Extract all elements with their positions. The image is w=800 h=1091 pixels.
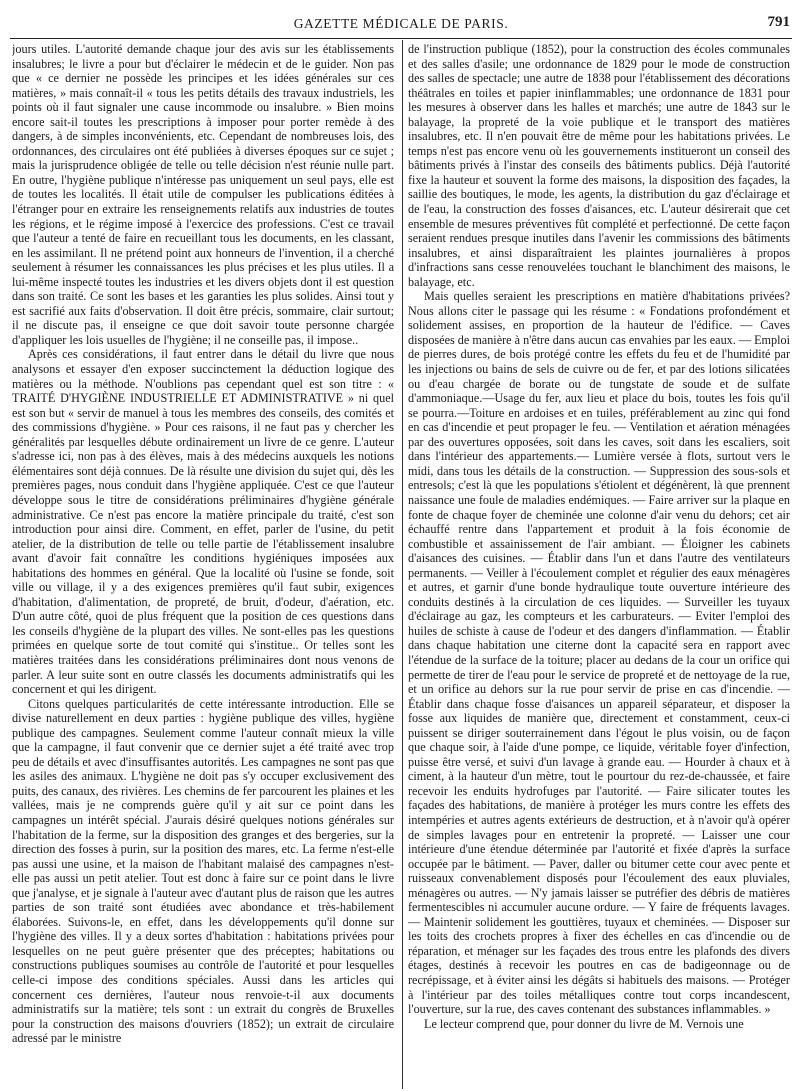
column-divider [402, 40, 403, 1089]
page-number: 791 [767, 14, 790, 30]
journal-title: GAZETTE MÉDICALE DE PARIS. [293, 16, 509, 31]
page-header [10, 10, 792, 36]
left-column [12, 42, 394, 1087]
paragraph: Le lecteur comprend que, pour donner du livre de M. Vernois une [424, 1016, 744, 1031]
paragraph: de l'instruction publique (1852), pour la construction des écoles communales et des salles d'asile; une ordonnance de 1829 pour le mode de construction des salles de spectacle; une autre de 1838 pour l'établissement des décorations théâtrales en toiles et papier ininflammables; une ordonnance de 1831 pour les mesures à observer dans les halles et marchés; une autre de 1843 sur le balayage, la propreté de la voie publique et le transport des matières insalubres, etc. Il n'en pouvait être de même pour les habitations privées. Le temps n'est pas encore venu où les gouvernements institueront un conseil des bâtiments privés à l'instar des conseils des bâtiments publics. Déjà l'autorité fixe la hauteur et souvent la forme des maisons, la disposition des façades, la saillie des boutiques, le mode, les agents, la distribution du gaz d'éclairage et de l'eau, la construction des fosses d'aisances, etc. L'auteur désirerait que cet ensemble de mesures préventives fût complété et perfectionné. De cette façon seraient rendues presque inutiles dans l'avenir les commissions des bâtiments insalubres, et ainsi disparaîtraient les plaintes journalières à propos d'infractions sans cesse renouvelées touchant le blanchiment des maisons, le balayage, etc. [408, 42, 790, 289]
journal-page [10, 0, 792, 1091]
right-column [408, 42, 790, 1087]
paragraph: Mais quelles seraient les prescriptions en matière d'habitations privées? Nous allons citer le passage qui les résume : « Fondations profondément et solidement assises, en proportion de la hauteur de l'édifice. — Caves disposées de manière à n'être dans aucun cas envahies par les eaux. — Emploi de pierres dures, de bois protégé contre les effets du feu et de l'humidité par les injections ou bains de sels de cuivre ou de fer, et par des lotions silicatées ou d'eau chargée de borate ou de tungstate de soude et de sulfate d'ammoniaque.—Usage du fer, aux lieu et place du bois, toutes les fois qu'il se pourra.—Toiture en ardoises et en tuiles, préférablement au zinc qui fond en cas d'incendie et peut propager le feu. — Ventilation et aération ménagées par des ouvertures opposées, soit dans les caves, soit dans les escaliers, soit dans l'intérieur des appartements.— Lumière versée à flots, surtout vers le midi, dans tous les détails de la construction. — Suppression des sous-sols et entresols; c'est là que les populations s'étiolent et dégénèrent, là que prennent naissance une foule de maladies endémiques. — Faire arriver sur la plaque en fonte de chaque foyer de cheminée une colonne d'air venu du dehors; cet air échauffé rentre dans l'appartement et produit à la fois économie de combustible et assainissement de l'air ambiant. — Éloigner les cabinets d'aisances des cuisines. — Établir dans l'un et dans l'autre des ventilateurs permanents. — Veiller à l'écoulement complet et régulier des eaux ménagères et autres, et garnir d'une bonde hydraulique toute ouverture intérieure des conduits destinés à la circulation de ces liquides. — Surveiller les tuyaux d'éclairage au gaz, les compteurs et les carburateurs. — Eviter l'emploi des huiles de schiste à cause de l'odeur et des dangers d'inflammation. — Établir dans chaque habitation une citerne dont la capacité sera en rapport avec l'étendue de la surface de la toiture; placer au dedans de la cour un orifice qui permette de tirer de l'eau pour le service de propreté et de nettoyage de la rue, et un orifice au dehors sur la rue pour servir de prise en cas d'incendie. — Établir dans chaque fosse d'aisances un appareil séparateur, et disposer la fosse aux liquides de manière que, directement et constamment, ceux-ci puissent se diriger souterrainement dans l'égout le plus voisin, ou de façon que chaque soir, à l'aide d'une pompe, ce liquide, véritable foyer d'infection, puisse être versé, et suivi d'un lavage à grande eau. — Hourder à chaux et à ciment, à la hauteur d'un mètre, tout le pourtour du rez-de-chaussée, et faire recevoir les enduits hydrofuges par l'autorité. — Faire silicater toutes les façades des habitations, de manière à protéger les murs contre les effets des intempéries et autres agents extérieurs de destruction, et à n'avoir qu'à opérer de simples lavages pour en entretenir la propreté. — Laisser une cour intérieure d'une étendue déterminée par l'autorité et fixée d'après la surface occupée par le bâtiment. — Paver, daller ou bitumer cette cour avec pente et ruisseaux convenablement disposés pour l'écoulement des eaux pluviales, ménagères ou autres. — N'y jamais laisser se putréfier des débris de matières fermentescibles ni accumuler aucune ordure. — Y faire de fréquents lavages. — Maintenir solidement les gouttières, tuyaux et cheminées. — Disposer sur les toits des crochets propres à fixer des échelles en cas d'incendie ou de réparation, et ménager sur les façades des trous entre les plafonds des divers étages, destinés à recevoir les poutres en cas de badigeonnage ou de recrépissage, et à éviter ainsi les dégâts si habituels des maisons. — Protéger à l'intérieur par des toiles métalliques contre tout corps incandescent, l'ouverture, sur la rue, des caves contenant des substances inflammables. » [408, 289, 790, 1017]
paragraph: Citons quelques particularités de cette intéressante introduction. Elle se divise naturellement en deux parties : hygiène publique des villes, hygiène publique des campagnes. Seulement comme l'auteur connaît mieux la ville que la campagne, il faut convenir que ce dernier sujet a été traité avec trop peu de détails et avec d'insuffisantes autorités. Les campagnes ne sont pas que les asiles des animaux. L'hygiène ne doit pas s'y occuper exclusivement des puits, des canaux, des rivières. Les chemins de fer parcourent les plaines et les vallées, mais je ne comprends guère qu'il y ait sur ce point dans les campagnes un intérêt spécial. J'aurais désiré quelques notions générales sur l'habitation de la ferme, sur la disposition des granges et des bergeries, sur la direction des fosses à purin, sur la position des mares, etc. La ferme n'est-elle pas aussi une usine, et la maison de l'habitant malaisé des campagnes n'est-elle pas aussi un petit atelier. Tout est donc à faire sur ce point dans le livre que j'analyse, et je signale à l'auteur avec d'autant plus de raison que les autres parties de son traité sont étudiées avec abondance et très-habilement élaborées. Suivons-le, en effet, dans les développements qu'il donne sur l'hygiène des villes. Il y a deux sortes d'habitation : habitations privées pour lesquelles on ne peut guère présenter que des préceptes; habitations ou constructions publiques soumises au contrôle de l'autorité et pour lesquelles celle-ci impose des conditions spéciales. Aussi dans les articles qui concernent ces dernières, l'auteur nous renvoie-t-il aux documents administratifs sur la matière; tels sont : un extrait du congrès de Bruxelles pour la construction des maisons d'ouvriers (1852); un extrait de circulaire adressé par le ministre [12, 696, 394, 1046]
paragraph: Après ces considérations, il faut entrer dans le détail du livre que nous analysons et essayer d'en exposer succinctement la déduction logique des matières ou la méthode. N'oublions pas cependant quel est son titre : « TRAITÉ D'HYGIÈNE INDUSTRIELLE ET ADMINISTRATIVE » ni quel est son but « servir de manuel à tous les membres des conseils, des comités et des commissions d'hygiène. » Pour ces raisons, il ne faut pas y chercher les généralités par lesquelles débute ordinairement un livre de ce genre. L'auteur s'adresse ici, non pas à des élèves, mais à des médecins auxquels les notions élémentaires sont déjà connues. De là résulte une division du sujet qui, dès les premières pages, nous conduit dans l'hygiène appliquée. C'est ce que l'auteur développe sous le titre de considérations préliminaires d'hygiène générale administrative. Ce n'est pas encore la matière principale du traité, c'est son introduction pour ainsi dire. Comment, en effet, parler de l'usine, du petit atelier, de la distribution de telle ou telle partie de l'établissement insalubre avant d'avoir fait connaître les conditions hygiéniques imposées aux habitations des hommes en général. Que la localité où l'usine se fonde, soit ville ou village, il y a des exigences premières qu'il faut subir, exigences d'habitation, d'alimentation, de propreté, de bruit, d'odeur, d'aération, etc. D'un autre côté, quoi de plus fréquent que la position de ces questions dans les conseils d'hygiène de la plupart des villes. Ne sont-elles pas les questions primées en quelque sorte de tout comité qui s'institue.. Or telles sont les matières traitées dans les considérations préliminaires dont nous venons de parler. A leur suite sont en outre classés les documents administratifs qui les concernent et qui les dirigent. [12, 347, 394, 697]
paragraph: jours utiles. L'autorité demande chaque jour des avis sur les établissements insalubres; le livre a pour but d'éclairer le médecin et de le guider. Non pas que « ce dernier ne possède les principes et les idées générales sur ces matières, » mais connaît-il « tous les petits détails des travaux industriels, les points où il faut signaler une cause incommode ou insalubre. » Bien moins encore sait-il toutes les prescriptions à imposer pour porter remède à des dangers, à de simples inconvénients, etc. Cependant de nombreuses lois, des ordonnances, des circulaires ont été publiées à diverses époques sur ce sujet ; mais la jurisprudence obligée de telle ou telle décision n'est réunie nulle part. En outre, l'hygiène publique n'intéresse pas uniquement un seul pays, elle est de toutes les localités. Il était utile de compulser les publications éditées à l'étranger pour en extraire les renseignements relatifs aux industries de toutes les régions, et le régime imposé à l'exercice des professions. C'est ce travail que l'auteur a tenté de faire en recueillant tous les documents, en les classant, en les assimilant. Il ne prétend point aux honneurs de l'invention, il a cherché seulement à résumer les connaissances les plus précises et les plus utiles. Il a lui-même inspecté toutes les industries et les divers objets dont il est question dans son traité. Ce sont les bases et les garanties les plus solides. Ainsi tout y est sacrifié aux faits d'observation. Il doit être précis, sommaire, clair surtout; il ne discute pas, il enseigne ce que doit savoir toute personne chargée d'appliquer les lois usuelles de l'hygiène; il ne conseille pas, il impose.. [12, 42, 394, 347]
header-rule [10, 38, 792, 39]
